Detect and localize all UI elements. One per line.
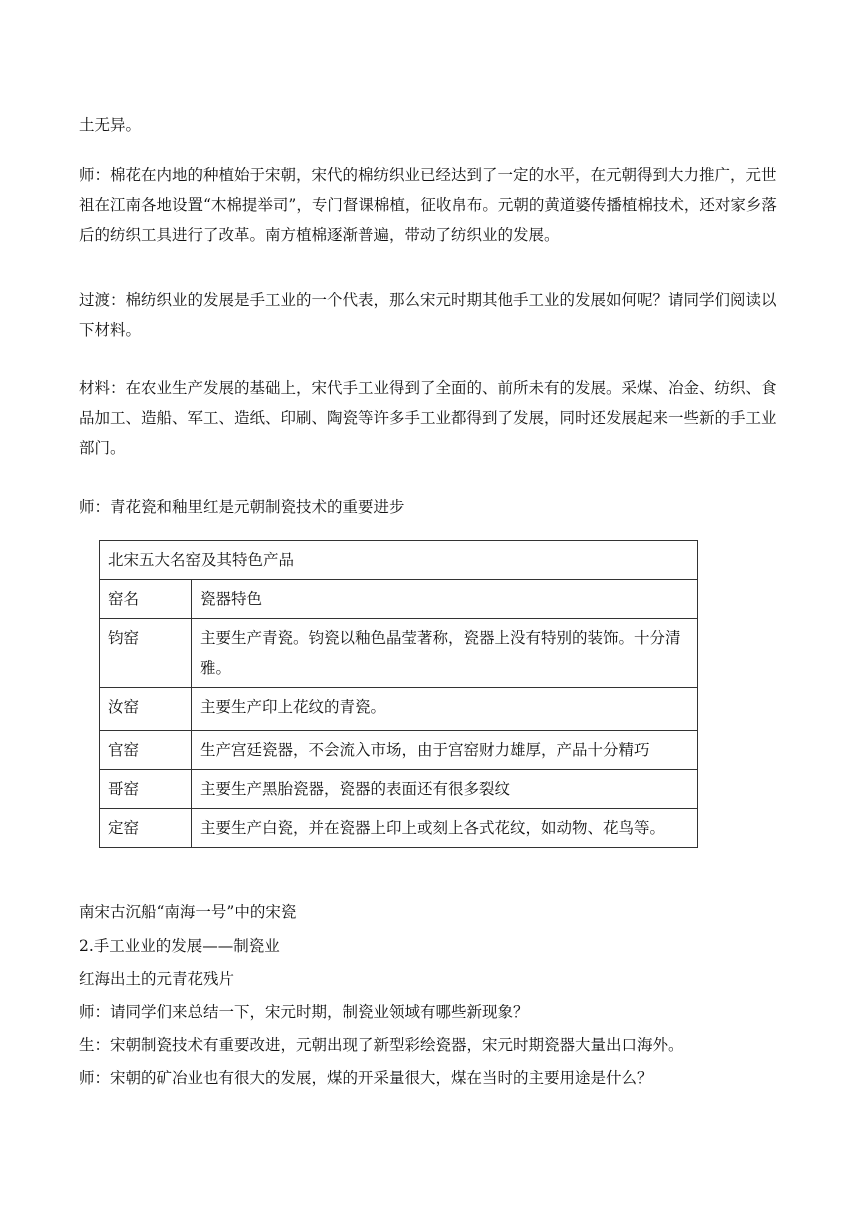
paragraph-teacher-cotton: 师：棉花在内地的种植始于宋朝，宋代的棉纺织业已经达到了一定的水平，在元朝得到大力推广，元世祖在江南各地设置“木棉提举司”，专门督课棉植，征收帛布。元朝的黄道婆传播植棉技术，还对家乡落后的纺织工具进行了改革。南方植棉逐渐普遍，带动了纺织业的发展。 — [79, 166, 777, 244]
paragraph-transition: 过渡：棉纺织业的发展是手工业的一个代表，那么宋元时期其他手工业的发展如何呢？请同学们阅读以下材料。 — [79, 291, 777, 339]
teacher-question-coal: 师：宋朝的矿冶业也有很大的发展，煤的开采量很大，煤在当时的主要用途是什么？ — [79, 1069, 653, 1087]
kiln-name: 汝窑 — [100, 688, 192, 731]
kilns-table — [99, 540, 698, 848]
kiln-feature: 生产宫廷瓷器，不会流入市场，由于宫窑财力雄厚，产品十分精巧 — [192, 731, 698, 770]
student-answer: 生：宋朝制瓷技术有重要改进，元朝出现了新型彩绘瓷器，宋元时期瓷器大量出口海外。 — [79, 1036, 684, 1054]
kiln-feature: 主要生产印上花纹的青瓷。 — [192, 688, 698, 731]
kiln-feature: 主要生产白瓷，并在瓷器上印上或刻上各式花纹，如动物、花鸟等。 — [192, 809, 698, 848]
table-row — [100, 688, 698, 731]
table-row — [100, 809, 698, 848]
paragraph-material: 材料：在农业生产发展的基础上，宋代手工业得到了全面的、前所未有的发展。采煤、冶金、纺织、食品加工、造船、军工、造纸、印刷、陶瓷等许多手工业都得到了发展，同时还发展起来一些新的手工业部门。 — [79, 379, 777, 457]
header-porcelain-feature: 瓷器特色 — [192, 580, 698, 619]
caption-yuan-shards: 红海出土的元青花残片 — [79, 970, 235, 988]
kiln-name: 钧窑 — [100, 619, 192, 688]
kiln-name: 官窑 — [100, 731, 192, 770]
caption-song-porcelain: 南宋古沉船“南海一号”中的宋瓷 — [79, 903, 297, 921]
paragraph-continuation: 土无异。 — [79, 116, 142, 134]
table-row — [100, 731, 698, 770]
section-heading-porcelain: 2.手工业业的发展——制瓷业 — [79, 937, 280, 955]
kiln-name: 定窑 — [100, 809, 192, 848]
table-row — [100, 619, 698, 688]
table-row — [100, 770, 698, 809]
table-title-row — [100, 541, 698, 580]
paragraph-teacher-porcelain: 师：青花瓷和釉里红是元朝制瓷技术的重要进步 — [79, 498, 405, 516]
kiln-feature: 主要生产青瓷。钧瓷以釉色晶莹著称，瓷器上没有特别的装饰。十分清雅。 — [192, 619, 698, 688]
teacher-question: 师：请同学们来总结一下，宋元时期，制瓷业领域有哪些新现象？ — [79, 1003, 529, 1021]
kiln-feature: 主要生产黑胎瓷器，瓷器的表面还有很多裂纹 — [192, 770, 698, 809]
table-header-row — [100, 580, 698, 619]
kiln-name: 哥窑 — [100, 770, 192, 809]
table-title: 北宋五大名窑及其特色产品 — [100, 541, 698, 580]
header-kiln-name: 窑名 — [100, 580, 192, 619]
